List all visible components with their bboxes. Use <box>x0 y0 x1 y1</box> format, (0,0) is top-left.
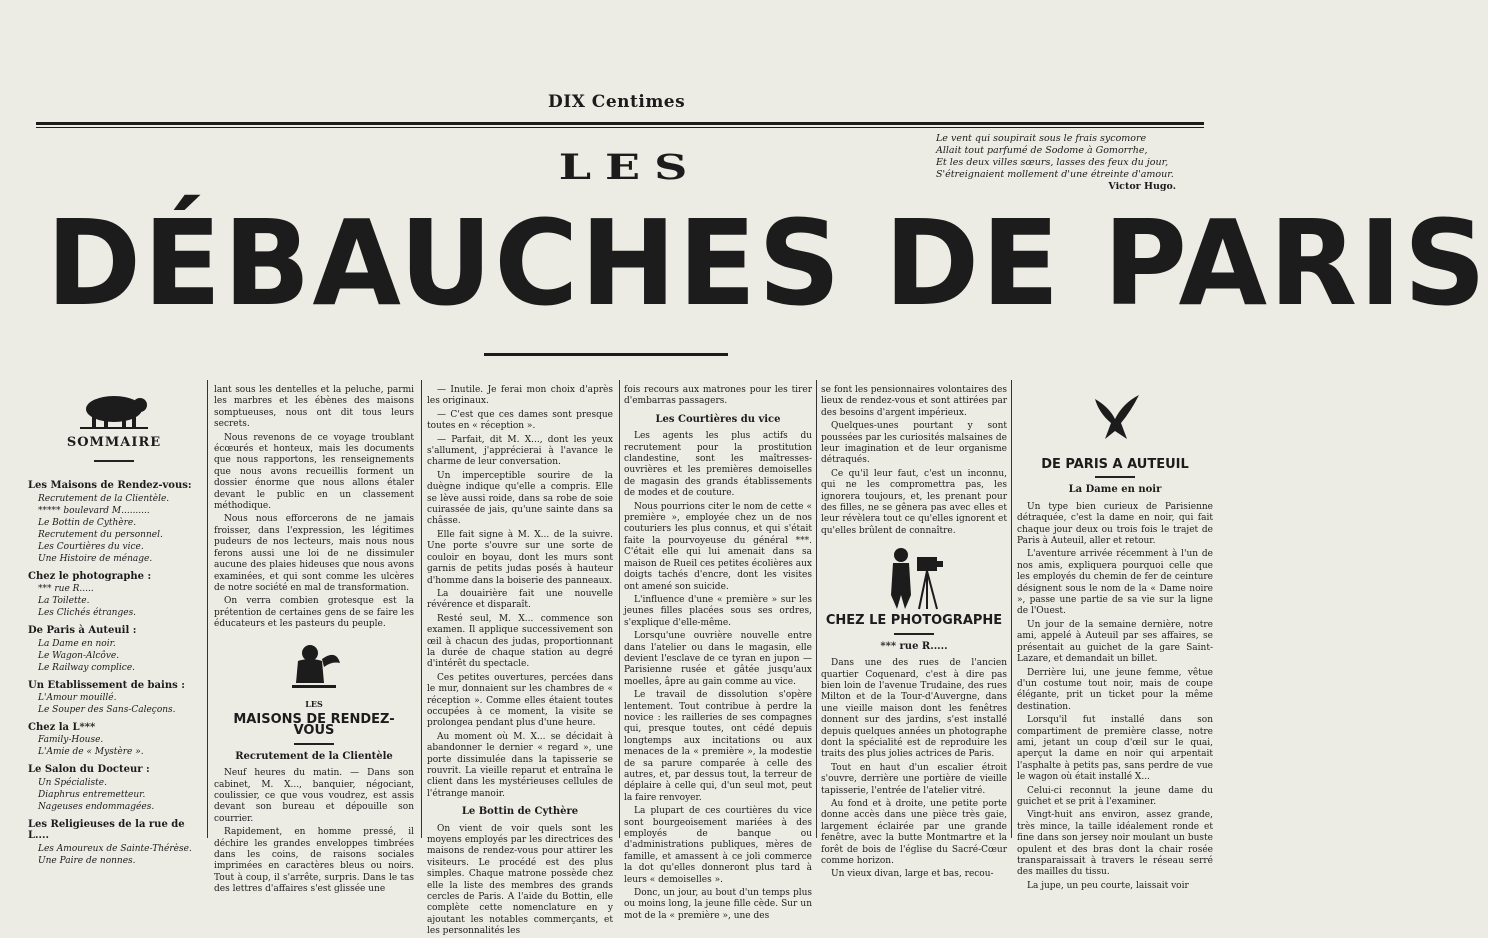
section-small-label: LES <box>305 698 323 709</box>
paragraph: Lorsqu'il fut installé dans son compartiment de première classe, notre ami, jetant un coup d'œil sur le quai, aperçut la dame en noir qui arpentait l'asphalte à petits pas, sans perdre de vue le wagon où était installé X... <box>1017 715 1213 783</box>
sommaire-item: Les Clichés étranges. <box>38 608 137 619</box>
sommaire-item: Le Railway complice. <box>38 662 136 673</box>
column-rule <box>207 380 208 838</box>
sommaire-section: Les Religieuses de la rue de L.... <box>28 818 185 842</box>
article-column-4 <box>624 385 813 921</box>
paragraph: Vingt-huit ans environ, assez grande, très mince, la taille idéalement ronde et fine dans son jersey noir moulant un buste opulent et des bras dont la chair rosée transparaissait à travers le réseau serré des mailles du tissu. <box>1017 810 1213 878</box>
sommaire-item: Une Histoire de ménage. <box>38 553 153 564</box>
sheep-icon <box>74 387 154 431</box>
sommaire-section: Les Maisons de Rendez-vous: <box>28 480 192 492</box>
paragraph: Au moment où M. X... se décidait à abandonner le dernier « regard », une porte dissimulée dans la tapisserie se rouvrit. La vieille reparut et entraîna le client dans les mystérieuses cellules de l'étrange manoir. <box>427 731 613 799</box>
paragraph: L'aventure arrivée récemment à l'un de nos amis, expliquera pourquoi celle que les employés du chemin de fer de ceinture désignent sous le nom de la « Dame noire », passe une partie de sa vie sur la ligne de l'Ouest. <box>1017 549 1213 617</box>
masthead-rule-top <box>36 122 1204 125</box>
paragraph: Un imperceptible sourire de la duègne indique qu'elle a compris. Elle se lève aussi roide, dans sa robe de soie cuirassée de jais, qu'une sainte dans sa châsse. <box>427 470 613 527</box>
article-column-2 <box>214 385 414 895</box>
paragraph: Nous pourrions citer le nom de cette « première », employée chez un de nos couturiers les plus connus, et qui s'était faite la pourvoyeuse du général ***. C'était elle qui lui amenait dans sa maison de Rueil ces petites écolières aux doigts tachés d'encre, dont les visites ont amené son suicide. <box>624 501 813 592</box>
divider <box>294 743 334 745</box>
paragraph: Elle fait signe à M. X... de la suivre. Une porte s'ouvre sur une sorte de couloir en boyau, dont les murs sont garnis de petits judas posés à hauteur d'homme dans la boiserie des panneaux. <box>427 529 613 586</box>
paragraph: Au fond et à droite, une petite porte donne accès dans une pièce très gaie, largement éclairée par une grande fenêtre, avec la butte Montmartre et la forêt de bois de l'église du Sacré-Cœur comme horizon. <box>821 798 1007 866</box>
paragraph: Les agents les plus actifs du recrutement pour la prostitution clandestine, sont les maîtresses-ouvrières et les premières demoiselles de magasin des grands établissements de modes et de couture. <box>624 431 812 499</box>
column-rule <box>1011 380 1012 838</box>
paragraph: L'influence d'une « première » sur les jeunes filles placées sous ses ordres, s'explique d'elle-même. <box>624 594 812 628</box>
epigraph-line: Le vent qui soupirait sous le frais sycomore <box>936 133 1147 144</box>
paragraph: La plupart de ces courtières du vice sont bourgeoisement mariées à des employés de banque ou d'administrations publiques, mères de famille, et amassent à ce joli commerce la dot qu'elles donneront plus tard à leurs « demoiselles ». <box>624 806 812 885</box>
sommaire-item: La Toilette. <box>38 596 90 607</box>
paragraph: Celui-ci reconnut la jeune dame du guichet et se prit à l'examiner. <box>1017 785 1213 807</box>
divider <box>894 633 934 635</box>
paragraph: Ce qu'il leur faut, c'est un inconnu, qui ne les compromettra pas, les ignorera toujours, et, les prenant pour des filles, ne se gênera pas avec elles et leur révèlera tout ce qu'elles ignorent et qu'elles brûlent de connaître. <box>821 468 1007 536</box>
paragraph: Rapidement, en homme pressé, il déchire les grandes enveloppes timbrées dans les coins, de raisons sociales imprimées en caractères bleus ou noirs. Tout à coup, il s'arrête, surpris. Dans le tas des lettres d'affaires s'est glissée une <box>214 827 414 895</box>
paragraph: Nous revenons de ce voyage troublant écœurés et honteux, mais les documents que nous rapportons, les renseignements que nous avons recueillis forment un dossier énorme que nous allons étaler devant le public en un classement méthodique. <box>214 432 414 512</box>
section-title: CHEZ LE PHOTOGRAPHE <box>825 613 1003 629</box>
paragraph: lant sous les dentelles et la peluche, parmi les marbres et les ébènes des maisons somptueuses, nous ont dit tous leurs secrets. <box>214 385 414 430</box>
paragraph: Nous nous efforcerons de ne jamais froisser, dans l'expression, les légitimes pudeurs de nos lecteurs, mais nous nous ferons aussi une loi de ne dissimuler aucune des plaies hideuses que nous avons examinées, et qui sont comme les ulcères de notre société en mal de transformation. <box>214 514 414 593</box>
paragraph: Un jour de la semaine dernière, notre ami, appelé à Auteuil par ses affaires, se présentait au guichet de la gare Saint-Lazare, et demandait un billet. <box>1017 619 1213 665</box>
paragraph: Neuf heures du matin. — Dans son cabinet, M. X..., banquier, négociant, coulissier, ce que vous voudrez, est assis devant son bureau et dépouille son courrier. <box>214 768 414 824</box>
paragraph: fois recours aux matrones pour les tirer d'embarras passagers. <box>624 385 812 407</box>
title-underline <box>484 353 728 356</box>
title-les: LES <box>558 146 702 188</box>
price-label: DIX Centimes <box>548 92 686 112</box>
divider <box>94 460 134 462</box>
article-column-6 <box>1017 385 1213 891</box>
sommaire-item: ***** boulevard M.......... <box>38 505 150 516</box>
sommaire-column <box>28 385 200 866</box>
subsection-title: Recrutement de la Clientèle <box>235 750 393 762</box>
sommaire-item: Une Paire de nonnes. <box>38 855 136 866</box>
sommaire-item: Recrutement du personnel. <box>38 529 163 540</box>
paragraph: Resté seul, M. X... commence son examen. Il applique successivement son œil à chacun des judas, proportionnant la durée de chaque station au degré d'intérêt du spectacle. <box>427 613 613 670</box>
paragraph: se font les pensionnaires volontaires des lieux de rendez-vous et sont attirées par des besoins d'argent impérieux. <box>821 385 1007 418</box>
paragraph: On vient de voir quels sont les moyens employés par les directrices des maisons de rendez-vous pour attirer les visiteurs. Le procédé est des plus simples. Chaque matrone possède chez elle la liste des membres des grands cercles de Paris. A l'aide du Bottin, elle complète cette nomenclature en y ajoutant les notables commerçants, et les personnalités les <box>427 823 613 937</box>
sommaire-item: Les Amoureux de Sainte-Thérèse. <box>38 843 192 854</box>
sommaire-item: *** rue R..... <box>38 584 94 595</box>
paragraph: Le travail de dissolution s'opère lentement. Tout contribue à perdre la novice : les railleries de ses compagnes qui, presque toutes, ont cédé depuis longtemps aux incitations ou aux menaces de la « première », la modestie de sa parure comparée à celle des autres, et, par dessus tout, la terreur de déplaire à celle qui, d'un seul mot, peut la faire renvoyer. <box>624 690 812 803</box>
sommaire-section: Chez le photographe : <box>28 570 152 582</box>
paragraph: Tout en haut d'un escalier étroit s'ouvre, derrière une portière de vieille tapisserie, l'entrée de l'atelier vitré. <box>821 762 1007 796</box>
sommaire-section: Un Etablissement de bains : <box>28 679 185 691</box>
column-rule <box>421 380 422 838</box>
sommaire-item: Recrutement de la Clientèle. <box>38 493 170 504</box>
column-rule <box>816 380 817 838</box>
subsection-title: La Dame en noir <box>1068 484 1162 496</box>
epigraph-line: S'étreignaient mollement d'une étreinte d'amour. <box>936 169 1174 180</box>
paragraph: Donc, un jour, au bout d'un temps plus ou moins long, la jeune fille cède. Sur un mot de la « première », une des <box>624 888 812 921</box>
sommaire-item: Le Bottin de Cythère. <box>38 517 137 528</box>
paragraph: On verra combien grotesque est la prétention de certaines gens de se faire les éducateurs et les pasteurs du peuple. <box>214 596 414 630</box>
subsection-title: *** rue R..... <box>880 640 948 652</box>
paragraph: Quelques-unes pourtant y sont poussées par les curiosités malsaines de leur imagination et de leur organisme détraqués. <box>821 421 1007 466</box>
paragraph: Derrière lui, une jeune femme, vêtue d'un costume tout noir, mais de coupe élégante, prit un ticket pour la même destination. <box>1017 667 1213 712</box>
article-column-5 <box>821 385 1007 880</box>
bird-icon <box>1087 389 1143 445</box>
subsection-title: Les Courtières du vice <box>655 413 781 425</box>
epigraph-line: Et les deux villes sœurs, lasses des feux du jour, <box>936 157 1169 168</box>
sommaire-item: Nageuses endommagées. <box>38 801 155 812</box>
paragraph: Dans une des rues de l'ancien quartier Coquenard, c'est à dire pas bien loin de l'avenue Trudaine, des rues Milton et de la Tour-d'Auvergne, dans une vieille maison dont les fenêtres donnent sur des jardins, s'est installé depuis quelques années un photographe dont la spécialité est de reproduire les traits des plus jolies actrices de Paris. <box>821 658 1007 760</box>
section-title: MAISONS DE RENDEZ-VOUS <box>233 711 395 739</box>
paragraph: Ces petites ouvertures, percées dans le mur, donnaient sur les chambres de « réception ». Comme elles étaient toutes occupées à ce moment, la visite se prolongea pendant plus d'une heure. <box>427 672 613 729</box>
paragraph: Un vieux divan, large et bas, recou- <box>831 869 994 880</box>
sommaire-section: Chez la L*** <box>28 722 96 734</box>
cherub-illustration-icon <box>284 639 344 695</box>
sommaire-item: Diaphrus entremetteur. <box>38 789 146 800</box>
paragraph: La jupe, un peu courte, laissait voir <box>1027 880 1189 891</box>
paragraph: — Inutile. Je ferai mon choix d'après les originaux. <box>427 385 613 407</box>
sommaire-item: La Dame en noir. <box>38 638 116 649</box>
article-column-3 <box>427 385 613 937</box>
section-title: DE PARIS A AUTEUIL <box>1041 457 1189 472</box>
sommaire-item: Le Wagon-Alcôve. <box>38 650 120 661</box>
paragraph: — C'est que ces dames sont presque toutes en « réception ». <box>427 409 613 432</box>
masthead-rule-top-thin <box>36 127 1204 128</box>
sommaire-item: Le Souper des Sans-Caleçons. <box>38 705 176 716</box>
sommaire-title: SOMMAIRE <box>66 435 162 450</box>
sommaire-item: Family-House. <box>38 735 104 746</box>
sommaire-item: Un Spécialiste. <box>38 777 107 788</box>
paragraph: — Parfait, dit M. X..., dont les yeux s'allument, j'apprécierai à l'avance le charme de leur conversation. <box>427 434 613 468</box>
paragraph: La douairière fait une nouvelle révérence et disparaît. <box>427 588 613 611</box>
sommaire-section: De Paris à Auteuil : <box>28 625 137 637</box>
sommaire-item: Les Courtières du vice. <box>38 541 144 552</box>
paragraph: Un type bien curieux de Parisienne détraquée, c'est la dame en noir, qui fait chaque jour deux ou trois fois le trajet de Paris à Auteuil, aller et retour. <box>1017 501 1213 547</box>
newspaper-title: DÉBAUCHES DE PARIS <box>46 194 1488 332</box>
divider <box>1095 476 1135 478</box>
subsection-title: Le Bottin de Cythère <box>461 806 579 818</box>
sommaire-section: Le Salon du Docteur : <box>28 764 150 776</box>
sommaire-item: L'Amie de « Mystère ». <box>38 747 144 758</box>
column-rule <box>619 380 620 838</box>
epigraph-author: Victor Hugo. <box>1108 181 1176 192</box>
paragraph: Lorsqu'une ouvrière nouvelle entre dans l'atelier ou dans le magasin, elle devient l'esclave de ce tyran en jupon — Parisienne rusée et gâtée jusqu'aux moelles, âpre au gain comme au vice. <box>624 631 812 687</box>
photographer-camera-icon <box>879 543 949 611</box>
sommaire-item: L'Amour mouillé. <box>38 693 117 704</box>
epigraph-line: Allait tout parfumé de Sodome à Gomorrhe, <box>936 145 1148 156</box>
